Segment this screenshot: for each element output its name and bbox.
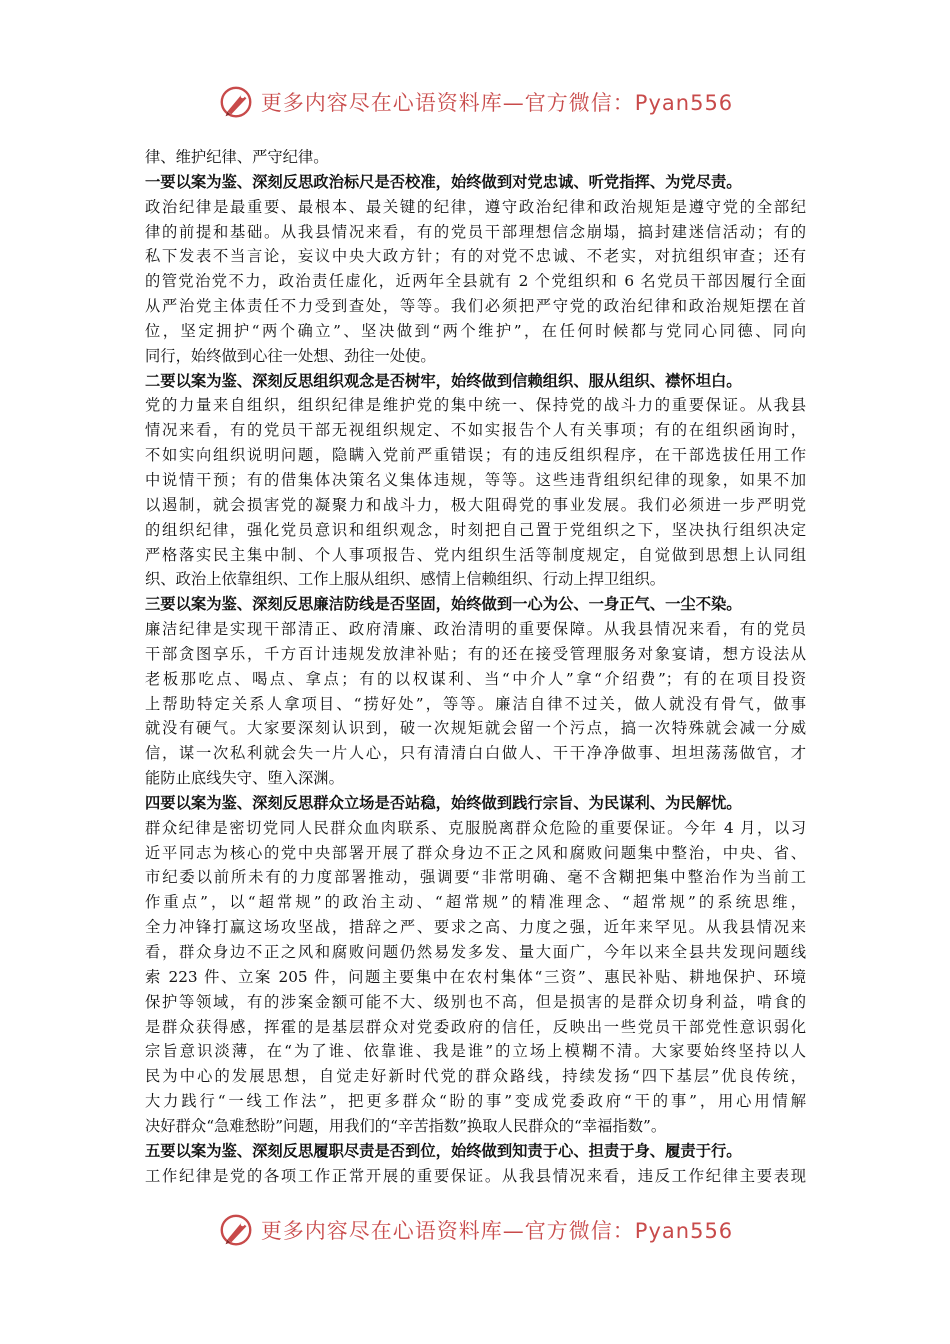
section-heading: 二要以案为鉴、深刻反思组织观念是否树牢，始终做到信赖组织、服从组织、襟怀坦白。 [145, 371, 742, 390]
body-text-line: 全力冲锋打赢这场攻坚战，措辞之严、要求之高、力度之强，近年来罕见。从我县情况来 [145, 918, 806, 937]
body-text-line: 就没有硬气。大家要深刻认识到，破一次规矩就会留一个污点，搞一次特殊就会减一分威 [145, 719, 806, 738]
body-text-line: 织、政治上依靠组织、工作上服从组织、感情上信赖组织、行动上捍卫组织。 [145, 570, 666, 589]
body-text-line: 廉洁纪律是实现干部清正、政府清廉、政治清明的重要保障。从我县情况来看，有的党员 [145, 620, 806, 639]
body-text-line: 决好群众“急难愁盼”问题，用我们的“辛苦指数”换取人民群众的“幸福指数”。 [145, 1116, 667, 1135]
body-text-line: 党的力量来自组织，组织纪律是维护党的集中统一、保持党的战斗力的重要保证。从我县 [145, 396, 806, 415]
body-text-line: 律、维护纪律、严守纪律。 [145, 148, 329, 166]
footer-watermark-banner [0, 1208, 950, 1252]
document-body [145, 145, 806, 1188]
pen-nib-logo-icon [217, 1211, 255, 1249]
watermark-text: 更多内容尽在心语资料库—官方微信：Pyan556 [260, 1219, 734, 1243]
body-text-line: 老板那吃点、喝点、拿点；有的以权谋利、当“中介人”拿“介绍费”；有的在项目投资 [145, 669, 806, 688]
section-heading: 三要以案为鉴、深刻反思廉洁防线是否坚固，始终做到一心为公、一身正气、一尘不染。 [145, 595, 742, 614]
watermark-text: 更多内容尽在心语资料库—官方微信：Pyan556 [260, 91, 734, 115]
body-text-line: 的组织纪律，强化党员意识和组织观念，时刻把自己置于党组织之下，坚决执行组织决定 [145, 520, 806, 539]
body-text-line: 信，谋一次私利就会失一片人心，只有清清白白做人、干干净净做事、坦坦荡荡做官，才 [145, 744, 806, 763]
body-text-line: 上帮助特定关系人拿项目、“捞好处”，等等。廉洁自律不过关，做人就没有骨气，做事 [145, 694, 806, 713]
body-text-line: 位，坚定拥护“两个确立”、坚决做到“两个维护”，在任何时候都与党同心同德、同向 [145, 321, 806, 340]
body-text-line: 能防止底线失守、堕入深渊。 [145, 769, 344, 788]
body-text-line: 干部贪图享乐，千方百计违规发放津补贴；有的还在接受管理服务对象宴请，想方设法从 [145, 644, 806, 663]
body-text-line: 不如实向组织说明问题，隐瞒入党前严重错误；有的违反组织程序，在干部选拔任用工作 [145, 446, 806, 465]
body-text-line: 政治纪律是最重要、最根本、最关键的纪律，遵守政治纪律和政治规矩是遵守党的全部纪 [145, 197, 806, 216]
body-text-line: 同行，始终做到心往一处想、劲往一处使。 [145, 346, 436, 365]
body-text-line: 中说情干预；有的借集体决策名义集体违规，等等。这些违背组织纪律的现象，如果不加 [145, 470, 806, 489]
header-watermark-banner [0, 80, 950, 124]
body-text-line: 大力践行“一线工作法”，把更多群众“盼的事”变成党委政府“干的事”，用心用情解 [145, 1092, 806, 1111]
body-text-line: 私下发表不当言论，妄议中央大政方针；有的对党不忠诚、不老实，对抗组织审查；还有 [145, 247, 806, 266]
body-text-line: 索 223 件、立案 205 件，问题主要集中在农村集体“三资”、惠民补贴、耕地保护、环境 [145, 967, 806, 986]
body-text-line: 群众纪律是密切党同人民群众血肉联系、克服脱离群众危险的重要保证。今年 4 月，以习 [145, 818, 806, 837]
section-heading: 四要以案为鉴、深刻反思群众立场是否站稳，始终做到践行宗旨、为民谋利、为民解忧。 [145, 793, 742, 812]
body-text-line: 民为中心的发展思想，自觉走好新时代党的群众路线，持续发扬“四下基层”优良传统， [145, 1067, 806, 1086]
body-text-line: 看，群众身边不正之风和腐败问题仍然易发多发、量大面广，今年以来全县共发现问题线 [145, 943, 806, 961]
body-text-line: 市纪委以前所未有的力度部署推动，强调要“非常明确、毫不含糊把集中整治作为当前工 [145, 868, 806, 887]
body-text-line: 以遏制，就会损害党的凝聚力和战斗力，极大阻碍党的事业发展。我们必须进一步严明党 [145, 495, 806, 514]
body-text-line: 近平同志为核心的党中央部署开展了群众身边不正之风和腐败问题集中整治，中央、省、 [145, 843, 806, 862]
body-text-line: 律的前提和基础。从我县情况来看，有的党员干部理想信念崩塌，搞封建迷信活动；有的 [145, 222, 806, 241]
body-text-line: 从严治党主体责任不力受到查处，等等。我们必须把严守党的政治纪律和政治规矩摆在首 [145, 297, 806, 316]
pen-nib-logo-icon [217, 83, 255, 121]
body-text-line: 情况来看，有的党员干部无视组织规定、不如实报告个人有关事项；有的在组织函询时， [145, 421, 806, 440]
body-text-line: 是群众获得感，挥霍的是基层群众对党委政府的信任，反映出一些党员干部党性意识弱化 [145, 1017, 806, 1036]
body-text-line: 宗旨意识淡薄，在“为了谁、依靠谁、我是谁”的立场上模糊不清。大家要始终坚持以人 [145, 1042, 806, 1061]
body-text-line: 的管党治党不力，政治责任虚化，近两年全县就有 2 个党组织和 6 名党员干部因履行全面 [145, 272, 806, 291]
body-text-line: 保护等领域，有的涉案金额可能不大、级别也不高，但是损害的是群众切身利益，啃食的 [145, 992, 806, 1011]
section-heading: 五要以案为鉴、深刻反思履职尽责是否到位，始终做到知责于心、担责于身、履责于行。 [145, 1141, 742, 1160]
body-text-line: 严格落实民主集中制、个人事项报告、党内组织生活等制度规定，自觉做到思想上认同组 [145, 545, 806, 564]
section-heading: 一要以案为鉴、深刻反思政治标尺是否校准，始终做到对党忠诚、听党指挥、为党尽责。 [145, 172, 742, 191]
body-text-line: 工作纪律是党的各项工作正常开展的重要保证。从我县情况来看，违反工作纪律主要表现 [145, 1166, 806, 1185]
body-text-line: 作重点”，以“超常规”的政治主动、“超常规”的精准理念、“超常规”的系统思维， [145, 893, 806, 912]
